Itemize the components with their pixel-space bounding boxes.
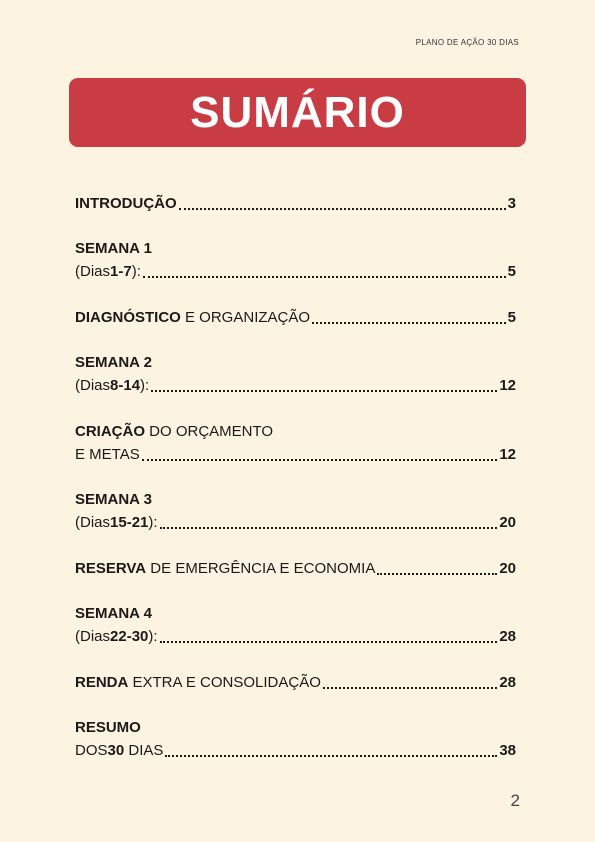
toc-entry-semana-4[interactable] <box>75 602 516 648</box>
toc-page-number: 28 <box>499 628 516 645</box>
page-number: 2 <box>510 791 520 810</box>
dot-leader <box>142 458 498 461</box>
toc-page-number: 3 <box>507 195 516 212</box>
toc-entry-suffix: ): <box>148 514 158 531</box>
toc-entry-prefix: DOS <box>75 742 108 759</box>
toc-entry-title: RENDA <box>75 674 129 691</box>
toc-entry-days: 8-14 <box>110 377 141 394</box>
toc-entry-reserva[interactable] <box>75 557 516 580</box>
toc-entry-diagnostico[interactable] <box>75 306 516 329</box>
dot-leader <box>160 526 498 529</box>
dot-leader <box>377 572 497 575</box>
toc-page-number: 20 <box>499 514 516 531</box>
toc-entry-introducao[interactable] <box>75 192 516 215</box>
dot-leader <box>160 640 498 643</box>
toc-entry-criacao[interactable] <box>75 420 516 466</box>
toc-entry-renda[interactable] <box>75 671 516 694</box>
document-header-label: PLANO DE AÇÃO 30 DIAS <box>415 38 519 47</box>
toc-entry-days: 30 <box>107 742 125 759</box>
toc-entry-title: SEMANA 2 <box>75 354 152 371</box>
toc-entry-title: SEMANA 1 <box>75 240 152 257</box>
toc-entry-prefix: (Dias <box>75 263 111 280</box>
toc-entry-resumo[interactable] <box>75 716 516 762</box>
toc-page-number: 5 <box>507 309 516 326</box>
toc-entry-title: INTRODUÇÃO <box>75 195 177 212</box>
dot-leader <box>143 275 506 278</box>
toc-entry-suffix: ): <box>148 628 158 645</box>
toc-entry-prefix: (Dias <box>75 377 111 394</box>
toc-entry-title: DIAGNÓSTICO <box>75 309 181 326</box>
toc-page-number: 12 <box>499 377 516 394</box>
toc-entry-rest: EXTRA E CONSOLIDAÇÃO <box>128 674 321 691</box>
toc-entry-title: CRIAÇÃO <box>75 423 145 440</box>
toc-entry-rest: E ORGANIZAÇÃO <box>180 309 311 326</box>
toc-entry-semana-1[interactable] <box>75 237 516 283</box>
toc-entry-suffix: ): <box>140 377 150 394</box>
toc-entry-title: RESUMO <box>75 719 141 736</box>
toc-page-number: 38 <box>499 742 516 759</box>
dot-leader <box>179 207 506 210</box>
toc-page-number: 12 <box>499 446 516 463</box>
dot-leader <box>165 754 497 757</box>
dot-leader <box>312 321 506 324</box>
title-banner <box>69 78 526 147</box>
dot-leader <box>151 389 497 392</box>
toc-entry-prefix: (Dias <box>75 514 111 531</box>
toc-entry-semana-2[interactable] <box>75 351 516 397</box>
toc-entry-title: SEMANA 4 <box>75 605 152 622</box>
toc-page-number: 20 <box>499 560 516 577</box>
toc-entry-title: RESERVA <box>75 560 147 577</box>
page-title: SUMÁRIO <box>190 87 405 137</box>
toc-entry-prefix: (Dias <box>75 628 111 645</box>
toc-entry-rest: DO ORÇAMENTO <box>145 423 274 440</box>
toc-entry-suffix: DIAS <box>124 742 164 759</box>
toc-entry-suffix: ): <box>131 263 141 280</box>
toc-entry-continuation: E METAS <box>75 446 140 463</box>
toc-entry-rest: DE EMERGÊNCIA E ECONOMIA <box>146 560 376 577</box>
toc-entry-semana-3[interactable] <box>75 488 516 534</box>
toc-entry-title: SEMANA 3 <box>75 491 152 508</box>
toc-entry-days: 15-21 <box>110 514 149 531</box>
toc-page-number: 5 <box>507 263 516 280</box>
toc-page-number: 28 <box>499 674 516 691</box>
dot-leader <box>323 686 497 689</box>
toc-entry-days: 22-30 <box>110 628 149 645</box>
toc-entry-days: 1-7 <box>110 263 132 280</box>
